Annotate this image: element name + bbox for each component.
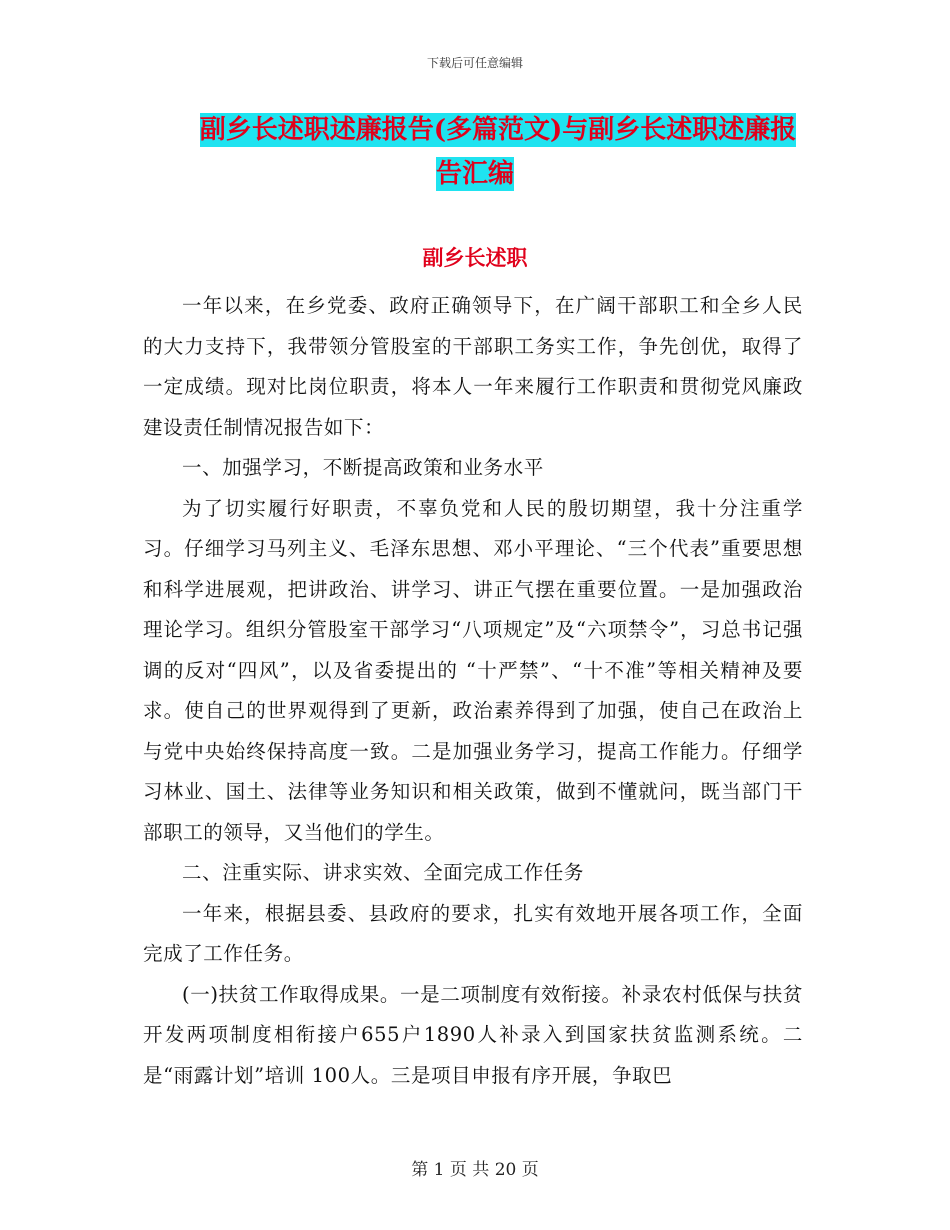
- paragraph: 一年来，根据县委、县政府的要求，扎实有效地开展各项工作，全面完成了工作任务。: [143, 901, 803, 965]
- document-body: [143, 286, 803, 1096]
- document-title-line-2: [0, 150, 950, 198]
- document-title-text-1: 副乡长述职述廉报告(多篇范文)与副乡长述职述廉报: [199, 115, 797, 145]
- page-header-note: 下载后可任意编辑: [426, 56, 523, 70]
- page-number: 第 1 页 共 20 页: [411, 1160, 539, 1180]
- paragraph: 为了切实履行好职责，不辜负党和人民的殷切期望，我十分注重学习。仔细学习马列主义、毛泽东思想、邓小平理论、“三个代表”重要思想和科学进展观，把讲政治、讲学习、讲正气摆在重要位置。一是加强政治理论学习。组织分管股室干部学习“八项规定”及“六项禁令”，习总书记强调的反对“四风”，以及省委提出的 “十严禁”、“十不准”等相关精神及要求。使自己的世界观得到了更新，政治素养得到了加强，使自己在政治上与党中央始终保持高度一致。二是加强业务学习，提高工作能力。仔细学习林业、国土、法律等业务知识和相关政策，做到不懂就问，既当部门干部职工的领导，又当他们的学生。: [143, 496, 803, 844]
- document-title-line-1: [0, 106, 950, 154]
- paragraph: (一)扶贫工作取得成果。一是二项制度有效衔接。补录农村低保与扶贫开发两项制度相衔接户655户1890人补录入到国家扶贫监测系统。二是“雨露计划”培训 100人。三是项目申报有序开展，争取巴: [143, 982, 803, 1087]
- document-title-text-2: 告汇编: [435, 159, 514, 189]
- section-title: 副乡长述职: [422, 245, 528, 270]
- paragraph-heading: 二、注重实际、讲求实效、全面完成工作任务: [182, 861, 585, 884]
- paragraph: 一年以来，在乡党委、政府正确领导下，在广阔干部职工和全乡人民的大力支持下，我带领分管股室的干部职工务实工作，争先创优，取得了一定成绩。现对比岗位职责，将本人一年来履行工作职责和贯彻党风廉政建设责任制情况报告如下：: [143, 294, 803, 439]
- paragraph-heading: 一、加强学习，不断提高政策和业务水平: [182, 456, 544, 479]
